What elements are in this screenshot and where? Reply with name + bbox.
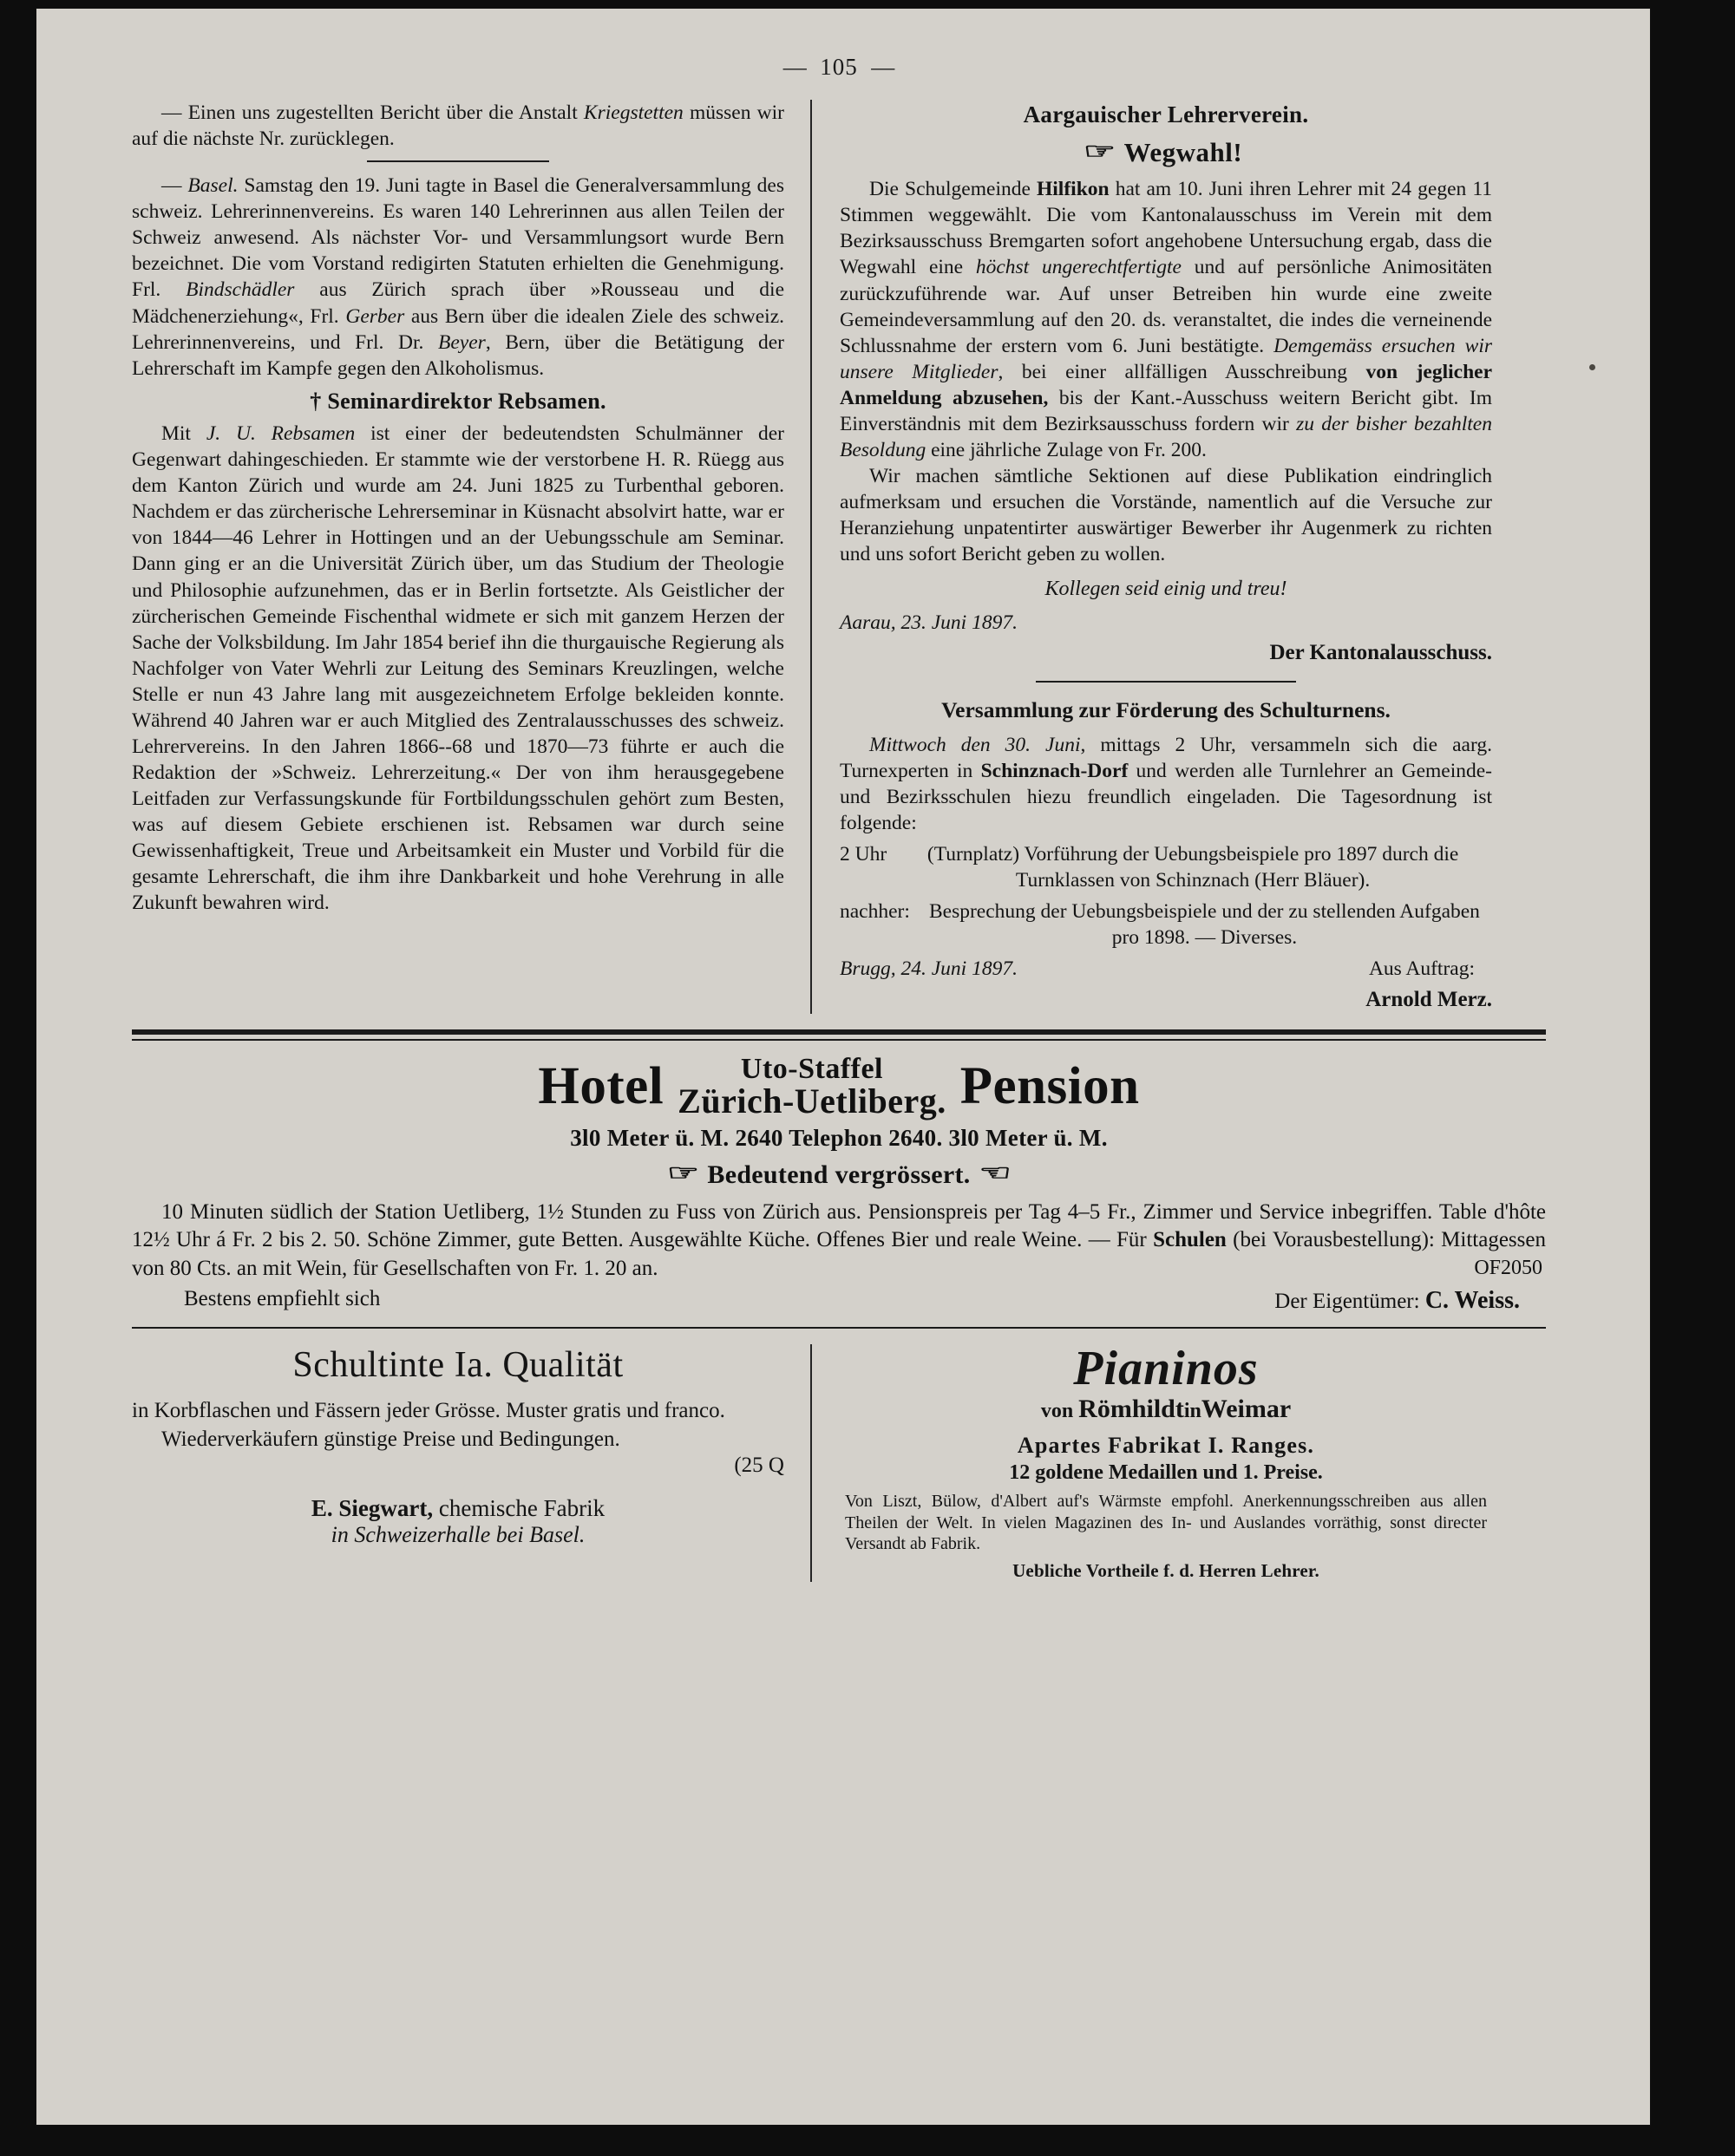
wegwahl-headline	[840, 135, 1492, 170]
pianinos-maker-line	[840, 1395, 1492, 1424]
brugg-place-date: Brugg, 24. Juni 1897.	[840, 957, 1018, 981]
place-kriegstetten: Kriegstetten	[583, 101, 684, 124]
hotel-body-schulen: Schulen	[1153, 1228, 1227, 1252]
signature-arnold-merz: Arnold Merz.	[1365, 987, 1492, 1011]
divider-rule-2	[1036, 681, 1296, 683]
motto-line: Kollegen seid einig und treu!	[1044, 578, 1287, 601]
name-rebsamen: J. U. Rebsamen	[206, 422, 356, 446]
pianinos-logo: Pianinos	[1073, 1342, 1259, 1396]
pointing-hand-icon: ☞	[978, 1160, 1012, 1186]
pointing-hand-icon: ☞	[1083, 138, 1116, 164]
basel-text-4: , Bern, über die Betätigung der Lehrerschaft im Kampfe gegen den Alkoholismus.	[132, 330, 784, 380]
section-heading-rebsamen: † Seminardirektor Rebsamen.	[310, 388, 606, 414]
section-heading-schulturnen: Versammlung zur Förderung des Schulturnens.	[941, 697, 1391, 723]
divider-rule	[367, 160, 549, 162]
pianinos-line-2: 12 goldene Medaillen und 1. Preise.	[1009, 1461, 1323, 1485]
name-beyer: Beyer	[438, 330, 486, 354]
place-basel: Basel.	[187, 174, 239, 198]
schultinte-code: (25 Q	[734, 1454, 784, 1478]
folio-dash-right: —	[871, 54, 895, 80]
pianinos-line-1: Apartes Fabrikat I. Ranges.	[1017, 1433, 1315, 1459]
section-heading-lehrerverein: Aargauischer Lehrerverein.	[1023, 101, 1309, 127]
page-number	[97, 54, 1581, 81]
program-item	[840, 898, 1492, 951]
turnen-t2: und werden alle Turnlehrer an Gemeinde- und Bezirksschulen hiezu freundlich eingeladen. Die Tagesordnung ist folgende:	[840, 759, 1493, 835]
hotel-meta-line: 3l0 Meter ü. M. 2640 Telephon 2640. 3l0 Meter ü. M.	[570, 1124, 1108, 1151]
news-rest-text: müssen wir auf die nächste Nr. zurücklegen.	[132, 101, 784, 151]
schulturnen-body	[840, 732, 1492, 836]
wegwahl-body	[840, 176, 1492, 463]
hotel-foot-left: Bestens empfiehlt sich	[184, 1287, 381, 1311]
turnen-t1: , mittags 2 Uhr, versammeln sich die aarg. Turnexperten in	[840, 733, 1492, 782]
hotel-of-code: OF2050	[1474, 1257, 1542, 1280]
program-item-label: 2 Uhr	[840, 843, 887, 866]
bottom-advertisement-row	[132, 1329, 1546, 1581]
scan-speck	[1589, 364, 1595, 370]
hotel-ad-footer	[132, 1287, 1546, 1315]
basel-dash: —	[161, 174, 188, 198]
basel-text-3: aus Bern über die idealen Ziele des schweiz. Lehrerinnenvereins, und Frl. Dr.	[132, 304, 785, 354]
pianinos-in: in	[1183, 1400, 1201, 1423]
hotel-name-block	[678, 1052, 946, 1121]
obit-body: ist einer der bedeutendsten Schulmänner der Gegenwart dahingeschieden. Er stammte wie der verstorbene H. R. Rüegg aus dem Kanton Zürich und wurde am 24. Juni 1825 zu Turbenthal geboren. Nachdem er das zürcherische Lehrerseminar in Küsnacht absolvirt hatte, war er von 1844—46 Lehrer in Hottingen und an der Uebungsschule am Seminar. Dann ging er an die Universität Zürich über, um das Studium der Theologie und Philosophie aufzunehmen, das er in Berlin fortsetzte. Als Geistlicher der zürcherischen Gemeinde Fischenthal widmete er sich mit ganzem Herzen der Sache der Volksbildung. Im Jahr 1854 berief ihn die thurgauische Regierung als Nachfolger von Vater Wehrli zur Leitung des Seminars Kreuzlingen, welche Stelle er nun 43 Jahre lang mit ausgezeichnetem Erfolge bekleiden konnte. Während 40 Jahren war er auch Mitglied des Zentralausschusses des schweiz. Lehrervereins. In den Jahren 1866--68 und 1870—73 führte er auch die Redaktion der »Schweiz. Lehrerzeitung.« Der von ihm herausgegebene Leitfaden zur Verfassungskunde für Fortbildungsschulen gehört zum Besten, was auf diesem Gebiete erschienen ist. Rebsamen war durch seine Gewissenhaftigkeit, Treue und Arbeitsamkeit ein Muster und Vorbild für die gesamte Lehrerschaft, die ihm ihre Dankbarkeit und hohe Verehrung in alle Zukunft bewahren wird.	[132, 422, 784, 915]
place-schinznach-dorf: Schinznach-Dorf	[980, 759, 1129, 782]
hotel-body-t1: 10 Minuten südlich der Station Uetliberg, 1½ Stunden zu Fuss von Zürich aus. Pensionspreis per Tag 4–5 Fr., Zimmer und Service inbegriffen. Table d'hôte 12½ Uhr á Fr. 2 bis 2. 50. Schöne Zimmer, gute Betten. Ausgewählte Küche. Offenes Bier und reale Weine. — Für	[132, 1199, 1546, 1252]
news-item-basel	[132, 173, 784, 382]
advertisement-hotel-uto-staffel	[132, 1041, 1546, 1316]
schultinte-company-rest: chemische Fabrik	[433, 1495, 606, 1522]
wb-b2: von jeglicher Anmeldung abzusehen,	[840, 360, 1492, 409]
advertisement-pianinos	[812, 1344, 1492, 1581]
pointing-hand-icon: ☞	[666, 1160, 700, 1186]
basel-text-2: aus Zürich sprach über »Rousseau und die Mädchenerziehung«, Frl.	[132, 278, 784, 328]
schultinte-p2-text: Wiederverkäufern günstige Preise und Bedingungen.	[161, 1428, 620, 1452]
news-lead-text: — Einen uns zugestellten Bericht über die Anstalt	[161, 101, 584, 124]
program-item-text: (Turnplatz) Vorführung der Uebungsbeispiele pro 1897 durch die Turnklassen von Schinznach (Herr Bläuer).	[926, 843, 1459, 892]
program-item-text: Besprechung der Uebungsbeispiele und der zu stellenden Aufgaben pro 1898. — Diverses.	[928, 900, 1480, 950]
ad-separator-thick	[132, 1029, 1546, 1035]
two-column-body	[132, 100, 1546, 1014]
program-item-label: nachher:	[840, 900, 910, 924]
wb-t4: bis der Kant.-Ausschuss weitern Bericht gibt. Im Einverständnis mit dem Bezirksausschuss fordern wir	[840, 386, 1493, 435]
aus-auftrag-label: Aus Auftrag:	[1368, 957, 1475, 981]
wegwahl-body-2: Wir machen sämtliche Sektionen auf diese Publikation eindringlich aufmerksam und ersuchen die Vorstände, namentlich auf die Versuche zur Heranziehung unpatentirter auswärtiger Bewerber ihr Augenmerk zu richten und uns sofort Bericht geben zu wollen.	[840, 465, 1492, 566]
turnen-date: Mittwoch den 30. Juni	[869, 733, 1081, 756]
wb-t2: und auf persönliche Animositäten zurückzuführende war. Auf unser Betreiben hin wurde eine zweite Gemeindeversammlung auf den 20. ds. veranstaltet, die indes die verneinende Schlussnahme der erstern vom 6. Juni bestätigte.	[840, 256, 1492, 357]
hotel-enlarged-line	[132, 1160, 1546, 1190]
schultinte-signature	[132, 1495, 784, 1522]
column-left	[132, 100, 812, 1014]
signature-kantonalausschuss: Der Kantonalausschuss.	[1269, 641, 1492, 665]
obituary-text	[132, 421, 784, 916]
pianinos-weimar: Weimar	[1201, 1395, 1292, 1424]
wb-i2: Demgemäss ersuchen wir unsere Mitglieder	[840, 334, 1492, 383]
scanned-page	[36, 9, 1650, 2125]
hotel-word-pension: Pension	[959, 1057, 1140, 1116]
obit-lead: Mit	[161, 422, 206, 446]
hotel-owner-name: C. Weiss.	[1424, 1287, 1520, 1315]
aarau-place-date: Aarau, 23. Juni 1897.	[840, 611, 1018, 635]
wb-t0: Die Schulgemeinde	[869, 178, 1037, 201]
hotel-title-row	[132, 1052, 1546, 1121]
wb-t5: eine jährliche Zulage von Fr. 200.	[926, 439, 1207, 461]
hotel-name-top: Uto-Staffel	[740, 1052, 884, 1085]
folio-dash-left: —	[782, 54, 807, 80]
folio-value: 105	[820, 54, 858, 80]
basel-text-1: Samstag den 19. Juni tagte in Basel die Generalversammlung des schweiz. Lehrerinnenvereins. Es waren 140 Lehrerinnen aus allen Teilen der Schweiz anwesend. Als nächster Vor- und Versammlungsort wurde Bern bezeichnet. Die vom Vorstand redigirten Statuten erhielten die Genehmigung. Frl.	[132, 174, 785, 302]
name-bindschaedler: Bindschädler	[186, 278, 295, 302]
pianinos-small-text: Von Liszt, Bülow, d'Albert auf's Wärmste empfohl. Anerkennungsschreiben aus allen Theilen der Welt. In vielen Magazinen des In- und Auslandes vorräthig, sonst directer Versandt ab Fabrik.	[845, 1492, 1487, 1554]
news-item-kriegstetten	[132, 100, 784, 152]
schultinte-heading: Schultinte Ia. Qualität	[292, 1345, 624, 1386]
pianinos-von: von	[1040, 1400, 1079, 1423]
name-gerber: Gerber	[345, 304, 405, 328]
schultinte-company-name: E. Siegwart,	[311, 1495, 434, 1522]
schulturnen-footer	[840, 956, 1492, 982]
hotel-enlarged-label: Bedeutend vergrössert.	[707, 1160, 971, 1189]
wb-i1: höchst ungerechtfertigte	[975, 256, 1182, 279]
column-right	[812, 100, 1492, 1014]
hotel-word-hotel: Hotel	[538, 1057, 665, 1116]
hotel-name-bottom: Zürich-Uetliberg.	[678, 1081, 946, 1121]
wb-t1: hat am 10. Juni ihren Lehrer mit 24 gegen 11 Stimmen weggewählt. Die vom Kantonalausschuss im Verein mit dem Bezirksausschuss Bremgarten sofort angehobene Untersuchung ergab, dass die Wegwahl eine	[840, 178, 1492, 279]
advertisement-schultinte	[132, 1344, 812, 1581]
wb-t3: , bei einer allfälligen Ausschreibung	[998, 360, 1366, 383]
wegwahl-label: Wegwahl!	[1123, 136, 1243, 167]
hotel-body-t2: (bei Vorausbestellung): Mittagessen von 80 Cts. an mit Wein, für Gesellschaften von Fr. 1. 20 an.	[132, 1228, 1546, 1280]
schultinte-p2	[132, 1425, 784, 1454]
schultinte-p1: in Korbflaschen und Fässern jeder Grösse. Muster gratis und franco.	[132, 1399, 725, 1423]
schultinte-location: in Schweizerhalle bei Basel.	[331, 1522, 586, 1548]
hotel-owner-label: Der Eigentümer:	[1274, 1290, 1425, 1314]
program-item	[840, 841, 1492, 893]
hotel-foot-right	[1274, 1287, 1546, 1315]
wb-i3: zu der bisher bezahlten Besoldung	[840, 412, 1492, 461]
page-content	[97, 26, 1581, 2107]
place-hilfikon: Hilfikon	[1037, 178, 1110, 201]
pianinos-teachers-note: Uebliche Vortheile f. d. Herren Lehrer.	[1012, 1559, 1319, 1581]
pianinos-roemhildt: Römhildt	[1078, 1395, 1184, 1424]
